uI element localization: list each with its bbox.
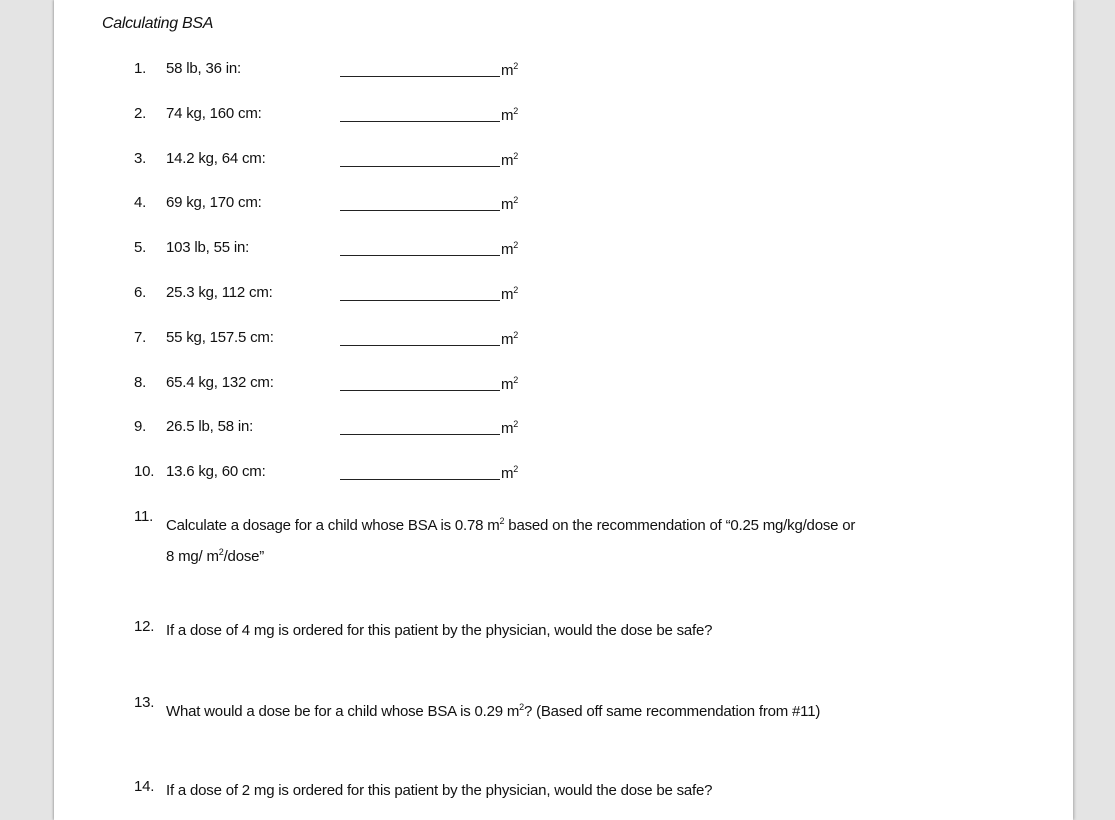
answer-blank[interactable]: [340, 255, 500, 256]
worksheet-title: Calculating BSA: [102, 15, 214, 32]
answer-blank[interactable]: [340, 300, 500, 301]
problem-number: 1.: [134, 60, 147, 77]
unit-label: $m^2$: [501, 419, 519, 438]
problem-text: 14.2 kg, 64 cm:: [166, 149, 266, 167]
answer-blank[interactable]: [340, 166, 500, 167]
problem-row: [0, 463, 600, 485]
unit-label: $m^2$: [501, 374, 519, 393]
answer-blank[interactable]: [340, 76, 500, 77]
problem-row: [0, 418, 600, 440]
unit-label: $m^2$: [501, 240, 519, 259]
unit-label: $m^2$: [501, 464, 519, 483]
problem-row: [0, 150, 600, 172]
problem-row: [0, 60, 600, 82]
problem-row: [0, 374, 600, 396]
problem-text: 65.4 kg, 132 cm:: [166, 373, 274, 391]
problem-row: [0, 194, 600, 216]
unit-label: $m^2$: [501, 105, 519, 124]
answer-blank[interactable]: [340, 210, 500, 211]
problem-number: 7.: [134, 328, 147, 346]
unit-label: $m^2$: [501, 285, 519, 303]
problem-text: 25.3 kg, 112 cm:: [166, 284, 273, 301]
problem-text: 74 kg, 160 cm:: [166, 104, 262, 122]
problem-number: 6.: [134, 284, 147, 301]
problem-text: 58 lb, 36 in:: [166, 60, 241, 77]
problem-text: 26.5 lb, 58 in:: [166, 418, 254, 436]
answer-blank[interactable]: [340, 479, 500, 480]
answer-blank[interactable]: [340, 390, 500, 391]
problem-number: 8.: [134, 373, 147, 391]
problem-text: 55 kg, 157.5 cm:: [166, 328, 274, 346]
problem-text: 13.6 kg, 60 cm:: [166, 463, 266, 481]
answer-blank[interactable]: [340, 121, 500, 122]
question-13: 13. What would a dose be for a child whose BSA is 0.29 $m^2$? (Based off same recommendation from #11): [134, 694, 821, 720]
problem-row: [0, 105, 600, 127]
unit-label: $m^2$: [501, 329, 519, 348]
problem-number: 3.: [134, 149, 147, 167]
unit-label: $m^2$: [501, 61, 519, 79]
problem-number: 4.: [134, 194, 147, 212]
question-12: 12. If a dose of 4 mg is ordered for this patient by the physician, would the dose be safe?: [134, 618, 713, 639]
answer-blank[interactable]: [340, 345, 500, 346]
problem-row: [0, 329, 600, 351]
question-11: 11. Calculate a dosage for a child whose BSA is 0.78 $m^2$ based on the recommendation of “0.25 mg/kg/dose or 8 mg/ $m^2$/dose”: [134, 508, 856, 565]
unit-label: $m^2$: [501, 195, 519, 214]
problem-number: 9.: [134, 418, 147, 436]
problem-number: 2.: [134, 104, 147, 122]
problem-row: [0, 239, 600, 261]
question-14: 14. If a dose of 2 mg is ordered for this patient by the physician, would the dose be safe?: [134, 778, 713, 799]
problem-number: 10.: [134, 463, 155, 481]
problem-text: 103 lb, 55 in:: [166, 239, 250, 257]
problem-number: 5.: [134, 239, 147, 257]
answer-blank[interactable]: [340, 434, 500, 435]
problem-text: 69 kg, 170 cm:: [166, 194, 262, 212]
problem-row: [0, 284, 600, 306]
unit-label: $m^2$: [501, 150, 519, 169]
